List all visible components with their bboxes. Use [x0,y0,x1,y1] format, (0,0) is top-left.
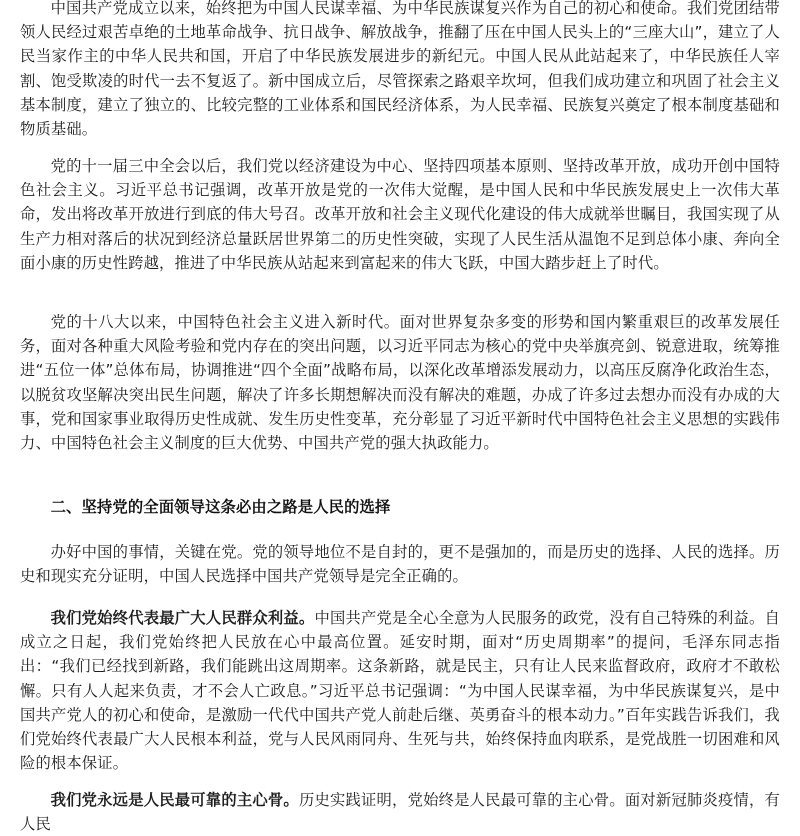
paragraph-people-interests [20,606,780,775]
paragraph-lead-sentence: 我们党永远是人民最可靠的主心骨。 [50,791,299,809]
paragraph-lead-sentence: 我们党始终代表最广大人民群众利益。 [50,609,315,627]
paragraph-new-era: 党的十八大以来，中国特色社会主义进入新时代。面对世界复杂多变的形势和国内繁重艰巨的改革发展任务，面对各种重大风险考验和党内存在的突出问题，以习近平同志为核心的党中央举旗亮剑、锐意进取，统筹推进“五位一体”总体布局，协调推进“四个全面”战略布局，以深化改革增添发展动力，以高压反腐净化政治生态，以脱贫攻坚解决突出民生问题，解决了许多长期想解决而没有解决的难题，办成了许多过去想办而没有办成的大事，党和国家事业取得历史性成就、发生历史性变革，充分彰显了习近平新时代中国特色社会主义思想的实践伟力、中国特色社会主义制度的巨大优势、中国共产党的强大执政能力。 [20,313,780,453]
paragraph-party-leadership: 办好中国的事情，关键在党。党的领导地位不是自封的，更不是强加的，而是历史的选择、人民的选择。历史和现实充分证明，中国人民选择中国共产党领导是完全正确的。 [20,543,780,586]
paragraph-body: 历史实践证明，党始终是人民最可靠的主心骨。面对新冠肺炎疫情，有人民 [20,791,781,834]
section-heading: 二、坚持党的全面领导这条必由之路是人民的选择 [50,498,391,516]
paragraph-party-founding: 中国共产党成立以来，始终把为中国人民谋幸福、为中华民族谋复兴作为自己的初心和使命。我们党团结带领人民经过艰苦卓绝的土地革命战争、抗日战争、解放战争，推翻了压在中国人民头上的“三座大山”，建立了人民当家作主的中华人民共和国，开启了中华民族发展进步的新纪元。中国人民从此站起来了，中华民族任人宰割、饱受欺凌的时代一去不复返了。新中国成立后，尽管探索之路艰辛坎坷，但我们成功建立和巩固了社会主义基本制度，建立了独立的、比较完整的工业体系和国民经济体系，为人民幸福、民族复兴奠定了根本制度基础和物质基础。 [20,0,780,139]
paragraph-reform-opening: 党的十一届三中全会以后，我们党以经济建设为中心、坚持四项基本原则、坚持改革开放，成功开创中国特色社会主义。习近平总书记强调，改革开放是党的一次伟大觉醒，是中国人民和中华民族发展史上一次伟大革命，发出将改革开放进行到底的伟大号召。改革开放和社会主义现代化建设的伟大成就举世瞩目，我国实现了从生产力相对落后的状况到经济总量跃居世界第二的历史性突破，实现了人民生活从温饱不足到总体小康、奔向全面小康的历史性跨越，推进了中华民族从站起来到富起来的伟大飞跃，中国大踏步赶上了时代。 [20,157,780,272]
paragraph-body: 中国共产党是全心全意为人民服务的政党，没有自己特殊的利益。自成立之日起，我们党始终把人民放在心中最高位置。延安时期，面对“历史周期率”的提问，毛泽东同志指出：“我们已经找到新路，我们能跳出这周期率。这条新路，就是民主，只有让人民来监督政府，政府才不敢松懈。只有人人起来负责，才不会人亡政息。”习近平总书记强调：“为中国人民谋幸福，为中华民族谋复兴，是中国共产党人的初心和使命，是激励一代代中国共产党人前赴后继、英勇奋斗的根本动力。”百年实践告诉我们，我们党始终代表最广大人民根本利益，党与人民风雨同舟、生死与共，始终保持血肉联系，是党战胜一切困难和风险的根本保证。 [20,609,780,773]
paragraph-backbone [20,788,780,836]
